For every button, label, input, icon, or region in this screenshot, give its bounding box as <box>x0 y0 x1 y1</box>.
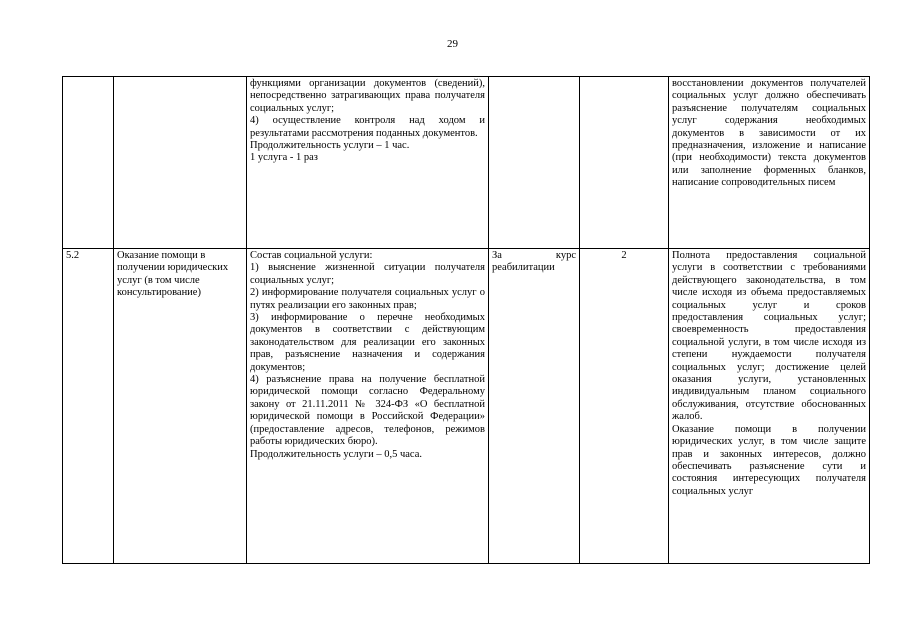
content-paragraph: Продолжительность услуги – 1 час. <box>250 140 410 152</box>
table-row <box>63 77 870 249</box>
content-paragraph: 1) выяснение жизненной ситуации получателя социальных услуг; <box>250 262 485 286</box>
table-row <box>63 249 870 564</box>
service-name-cell: Оказание помощи в получении юридических услуг (в том числе консультирование) <box>114 249 247 564</box>
service-name-cell <box>114 77 247 249</box>
service-quality-cell <box>669 249 870 564</box>
service-quantity-cell: 2 <box>580 249 669 564</box>
service-term-cell <box>489 77 580 249</box>
content-paragraph: 2) информирование получателя социальных услуг о путях реализации его законных прав; <box>250 287 485 311</box>
content-paragraph: Состав социальной услуги: <box>250 250 373 261</box>
page-number: 29 <box>447 38 458 50</box>
service-quantity-cell <box>580 77 669 249</box>
service-number-cell: 5.2 <box>63 249 114 564</box>
service-number-cell <box>63 77 114 249</box>
content-paragraph: 4) разъяснение права на получение бесплатной юридической помощи согласно Федеральному закону от 21.11.2011 № 324-ФЗ «О бесплатной юридической помощи в Российской Федерации» (предоставление адресов, телефонов, режимов работы юридических бюро). <box>250 374 485 448</box>
service-content-cell <box>247 77 489 249</box>
services-table <box>62 76 870 564</box>
content-paragraph: функциями организации документов (сведений), непосредственно затрагивающих права получателя социальных услуг; <box>250 78 485 114</box>
quality-paragraph: Полнота предоставления социальной услуги в соответствии с требованиями действующего законодательства, в том числе исходя из объема предоставляемых социальных услуг и сроков предоставления социальных услуг; своевременность предоставления социальной услуги, в том числе исходя из степени нуждаемости получателя социальных услуг; достижение целей оказания услуги, установленных индивидуальным планом социального обслуживания, отсутствие обоснованных жалоб. <box>672 250 866 423</box>
quality-paragraph: восстановлении документов получателей социальных услуг должно обеспечивать разъяснение получателям социальных услуг содержания необходимых документов в зависимости от их предназначения, изложение и написание (при необходимости) текста документов или заполнение форменных бланков, написание сопроводительных писем <box>672 78 866 189</box>
service-quality-cell <box>669 77 870 249</box>
quality-paragraph: Оказание помощи в получении юридических услуг, в том числе защите прав и законных интересов, должно обеспечивать разъяснение сути и состояния интересующих получателя социальных услуг <box>672 423 866 497</box>
service-content-cell <box>247 249 489 564</box>
content-paragraph: 1 услуга - 1 раз <box>250 152 318 164</box>
content-paragraph: Продолжительность услуги – 0,5 часа. <box>250 448 423 460</box>
content-paragraph: 4) осуществление контроля над ходом и результатами рассмотрения поданных документов. <box>250 115 485 139</box>
service-term-cell: За курс реабилитации <box>489 249 580 564</box>
content-paragraph: 3) информирование о перечне необходимых документов в соответствии с действующим законодательством для реализации его законных прав, разъяснение назначения и содержания документов; <box>250 312 485 373</box>
